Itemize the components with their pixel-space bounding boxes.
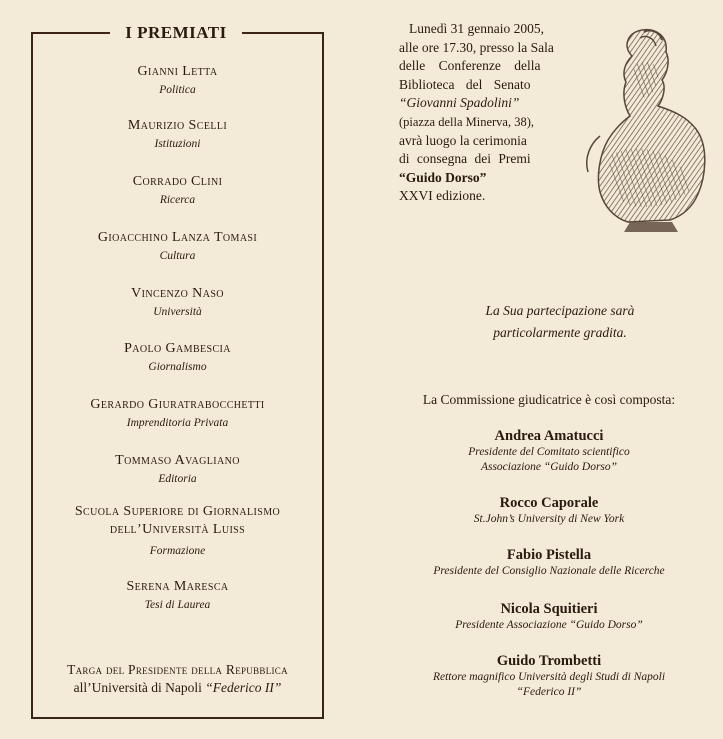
member-name: Nicola Squitieri (500, 601, 598, 617)
winner-name: Corrado Clini (132, 174, 223, 189)
winner-item (31, 396, 324, 431)
winner-category: Università (153, 306, 202, 318)
invite-line: delle Conferenze della (399, 58, 541, 74)
winner-category: Tesi di Laurea (144, 599, 211, 611)
winner-category: Istituzioni (154, 138, 201, 150)
winner-category: Editoria (158, 473, 197, 485)
title-rule-left (31, 33, 111, 34)
invite-line: avrà luogo la cerimonia (399, 132, 527, 148)
commission-member (384, 546, 714, 579)
member-name: Fabio Pistella (506, 547, 592, 563)
member-name: Andrea Amatucci (494, 428, 604, 444)
winner-item (31, 578, 324, 613)
commission-intro: La Commissione giudicatrice è così composta: (422, 392, 676, 407)
winner-name-line1: Scuola Superiore di Giornalismo (74, 504, 281, 519)
member-role: Rettore magnifico Università degli Studi di Napoli (432, 671, 666, 683)
targa-line2 (31, 679, 324, 697)
winner-category: Formazione (149, 545, 206, 557)
invite-line: Biblioteca del Senato (399, 76, 531, 92)
member-role: “Federico II” (516, 686, 582, 698)
winner-item (31, 452, 324, 487)
targa-line2-italic: “Federico II” (205, 680, 282, 695)
winner-category: Politica (159, 84, 196, 96)
commission-member (384, 494, 714, 527)
winner-name: Serena Maresca (126, 579, 229, 594)
winner-name: Gioacchino Lanza Tomasi (97, 230, 258, 245)
participation-line2: particolarmente gradita. (493, 325, 627, 340)
invite-line: (piazza della Minerva, 38), (399, 114, 535, 129)
member-name: Rocco Caporale (499, 495, 599, 511)
commission-member (384, 652, 714, 700)
commission-member (384, 427, 714, 475)
winner-item (31, 63, 324, 98)
winner-item (31, 285, 324, 320)
winner-name-line2: dell’Università Luiss (109, 522, 246, 537)
winner-category: Imprenditoria Privata (126, 417, 229, 429)
commission-member (384, 600, 714, 633)
invite-line: alle ore 17.30, presso la Sala (399, 39, 554, 55)
member-role: Presidente Associazione “Guido Dorso” (455, 619, 643, 631)
invite-line: di consegna dei Premi (399, 151, 531, 167)
winner-item (31, 173, 324, 208)
winner-name: Gerardo Giuratrabocchetti (90, 397, 265, 412)
winner-item (31, 340, 324, 375)
winner-name: Tommaso Avagliano (115, 453, 240, 468)
member-role: St.John’s University di New York (473, 513, 625, 525)
invite-line: XXVI edizione. (399, 188, 486, 204)
member-role: Presidente del Consiglio Nazionale delle Ricerche (433, 565, 665, 577)
invite-line: “Guido Dorso” (399, 169, 487, 185)
winner-name: Gianni Letta (137, 64, 218, 79)
member-role: Presidente del Comitato scientifico (468, 446, 630, 458)
member-name: Guido Trombetti (496, 653, 602, 669)
participation-note (420, 300, 700, 344)
targa-presidente (31, 661, 324, 697)
targa-line2-prefix: all’Università di Napoli (73, 680, 206, 695)
winner-category: Giornalismo (148, 361, 207, 373)
winner-name: Vincenzo Naso (131, 286, 224, 301)
winner-item (31, 117, 324, 152)
targa-line1: Targa del Presidente della Repubblica (67, 662, 288, 677)
participation-line1: La Sua partecipazione sarà (485, 303, 635, 318)
premiati-title: I PREMIATI (110, 22, 242, 44)
title-rule-right (242, 33, 324, 34)
winner-item (31, 503, 324, 559)
winner-name: Maurizio Scelli (127, 118, 228, 133)
invite-line: Lunedì 31 gennaio 2005, (409, 21, 544, 36)
winner-category: Ricerca (159, 194, 196, 206)
winner-name: Paolo Gambescia (124, 341, 231, 356)
invite-line: “Giovanni Spadolini” (399, 95, 520, 111)
member-role: Associazione “Guido Dorso” (480, 461, 618, 473)
winner-category: Cultura (159, 250, 196, 262)
bust-illustration (570, 26, 710, 238)
winner-item (31, 229, 324, 264)
